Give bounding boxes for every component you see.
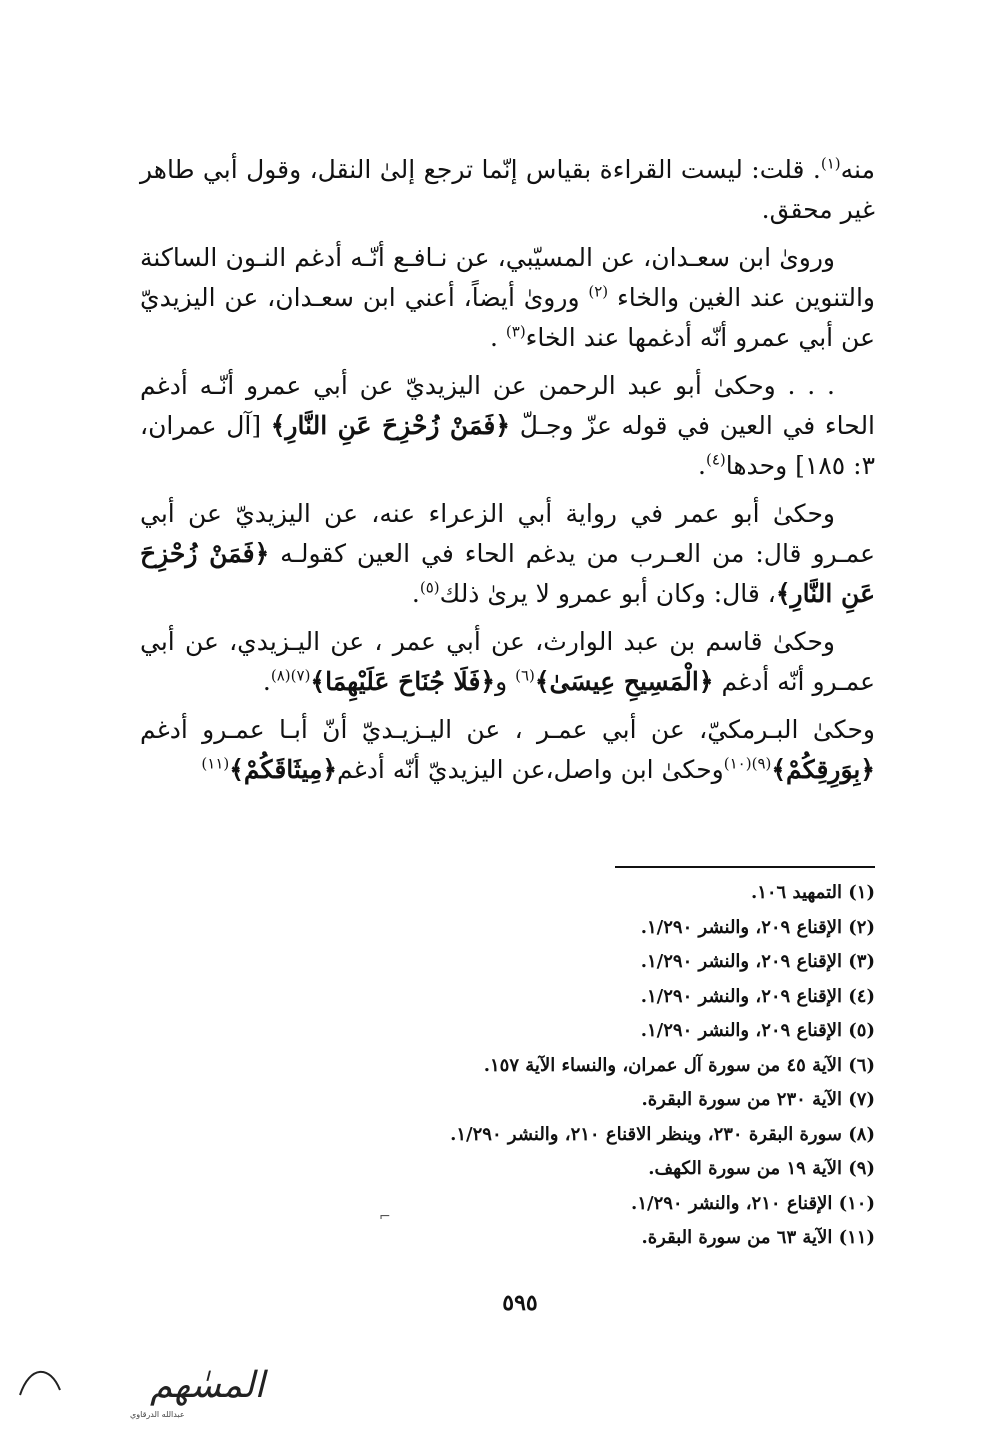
text-run: ، قال: وكان أبو عمرو لا يریٰ ذلك	[439, 579, 776, 608]
footnote: (١) التمهيد ١٠٦.	[750, 882, 875, 903]
text-run: وحكیٰ ابن واصل،عن اليزيديّ أنّه أدغم	[337, 755, 724, 784]
text-run: .	[698, 451, 706, 480]
watermark-logo	[10, 1355, 265, 1425]
footnote: (٥) الإقناع ٢٠٩، والنشر ١/٢٩٠.	[640, 1020, 875, 1041]
footnote: (١٠) الإقناع ٢١٠، والنشر ١/٢٩٠.	[631, 1192, 875, 1214]
text-run: .	[411, 579, 420, 608]
text-run: منه	[840, 155, 875, 184]
text-run: ورویٰ أيضاً، أعني ابن سعـدان، عن اليزيديّ عن أبي عمرو أنّه أدغمها عند الخاء	[140, 283, 875, 352]
footnote: (٨) سورة البقرة ٢٣٠، وينظر الاقناع ٢١٠، والنشر ١/٢٩٠.	[450, 1123, 875, 1145]
footnote-ref: (٩)(١٠)	[723, 754, 772, 773]
quran-quote: ﴿فَمَنْ زُحْزِحَ عَنِ النَّارِ﴾	[140, 539, 875, 608]
footnote-ref: (٣)	[505, 322, 526, 341]
footnote: (٦) الآية ٤٥ من سورة آل عمران، والنساء الآية ١٥٧.	[483, 1054, 875, 1076]
footnote-ref: (١)	[820, 154, 841, 173]
text-run: .	[489, 323, 506, 352]
footnote: (٢) الإقناع ٢٠٩، والنشر ١/٢٩٠.	[640, 916, 875, 938]
quran-quote: ﴿الْمَسِيحِ عِيسَىٰ﴾	[534, 667, 714, 696]
text-run: وحكیٰ البـرمكيّ، عن أبي عمـر ، عن اليـزيـديّ أنّ أبـا عمـرو أدغم	[140, 715, 875, 744]
quran-quote: ﴿فَلَا جُنَاحَ عَلَيْهِمَا﴾	[310, 667, 496, 696]
text-run: و	[495, 667, 516, 696]
footnotes	[300, 876, 875, 1256]
text-run: . قلت: ليست القراءة بقياس إنّما ترجع إلىٰ النقل، وقول أبي طاهر غير محقق.	[140, 155, 875, 224]
watermark-main: المسٰهم	[150, 1365, 265, 1406]
text-run: [آل عمران، ٣: ١٨٥] وحدها	[140, 411, 875, 480]
footnote-ref: (٥)	[419, 578, 440, 597]
paragraph	[140, 366, 875, 486]
footnote: (٤) الإقناع ٢٠٩، والنشر ١/٢٩٠.	[640, 985, 875, 1007]
page-number: ٥٩٥	[502, 1290, 538, 1316]
paragraph	[140, 150, 875, 230]
footnote-ref: (٤)	[705, 450, 726, 469]
footnote: (٧) الآية ٢٣٠ من سورة البقرة.	[641, 1089, 875, 1110]
footnote-divider	[615, 866, 875, 868]
quran-quote: ﴿فَمَنْ زُحْزِحَ عَنِ النَّارِ﴾	[270, 411, 511, 440]
text-run: .	[262, 667, 271, 696]
footnote-ref: (٧)(٨)	[270, 666, 311, 685]
text-run: ورویٰ ابن سعـدان، عن المسيّبي، عن نـافـع أنّـه أدغم النـون الساكنة والتنوين عند الغين والخاء	[140, 243, 876, 312]
footnote-ref: (٢)	[588, 282, 609, 301]
footnote: (١١) الآية ٦٣ من سورة البقرة.	[641, 1227, 875, 1248]
watermark-flourish	[20, 1372, 60, 1395]
paragraph	[140, 238, 875, 358]
footnote-ref: (١١)	[201, 754, 230, 773]
text-run: وحكیٰ أبو عمر في رواية أبي الزعراء عنه، عن اليزيديّ عن أبي عمـرو قال: من العـرب من يدغم الحاء في العين كقولـه	[140, 499, 875, 568]
quran-quote: ﴿بِوَرِقِكُمْ﴾	[771, 755, 875, 784]
main-text	[140, 150, 875, 798]
paragraph	[140, 622, 875, 702]
text-run: . . . وحكیٰ أبو عبد الرحمن عن اليزيديّ عن أبي عمرو أنّـه أدغم الحاء في العين في قوله عزّ وجـلّ	[140, 371, 876, 440]
quran-quote: ﴿مِيثَاقَكُمْ﴾	[229, 755, 338, 784]
footnote-ref: (٦)	[515, 666, 535, 685]
paragraph	[140, 710, 875, 790]
watermark-small: عبدالله الدرقاوي	[130, 1410, 185, 1419]
footnote: (٣) الإقناع ٢٠٩، والنشر ١/٢٩٠.	[640, 951, 875, 972]
text-run: وحكیٰ قاسم بن عبد الوارث، عن أبي عمر ، عن اليـزيدي، عن أبي عمـرو أنّه أدغم	[140, 627, 875, 696]
footnote: (٩) الآية ١٩ من سورة الكهف.	[648, 1158, 875, 1179]
scan-speck: ⌐	[379, 1209, 391, 1225]
paragraph	[140, 494, 875, 614]
